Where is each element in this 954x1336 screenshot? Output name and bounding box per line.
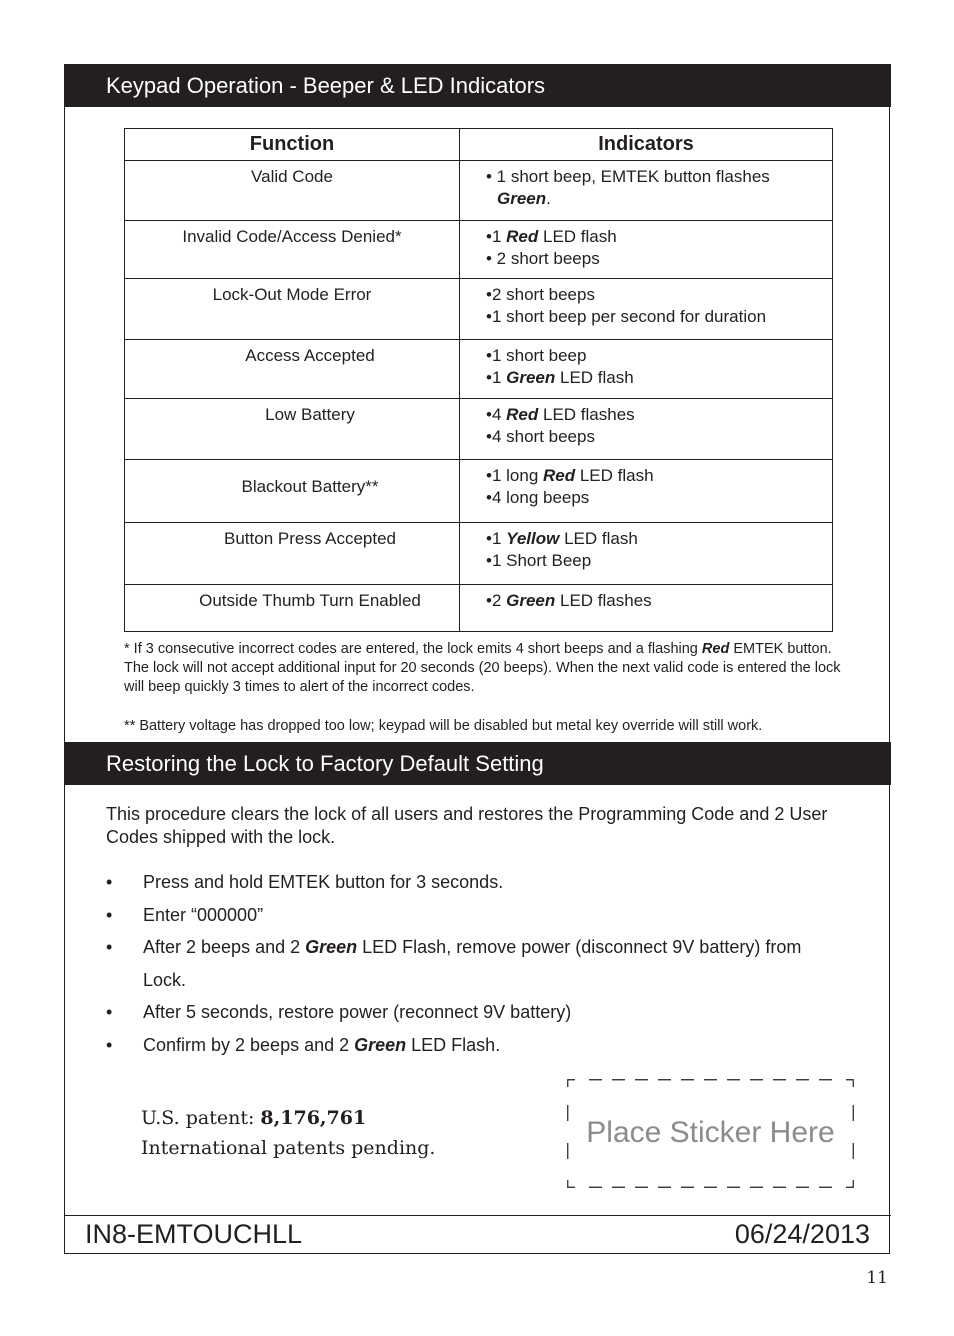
indicator-line: •4 short beeps bbox=[486, 427, 595, 446]
emphasis-text: Red bbox=[506, 227, 539, 246]
emphasis-text: Green bbox=[354, 1034, 407, 1055]
column-header-indicators: Indicators bbox=[460, 129, 833, 161]
list-item: • Confirm by 2 beeps and 2 Green LED Flash. bbox=[106, 1029, 866, 1062]
footnotes bbox=[124, 640, 854, 736]
patents-pending: International patents pending. bbox=[141, 1137, 436, 1159]
indicator-cell bbox=[460, 340, 833, 399]
footnote-blackout-battery: ** Battery voltage has dropped too low; keypad will be disabled but metal key override will still work. bbox=[124, 718, 763, 734]
sticker-area bbox=[567, 1079, 854, 1188]
indicator-line: •2 short beeps bbox=[486, 285, 595, 304]
indicator-line: • 2 short beeps bbox=[486, 249, 600, 268]
indicator-line: Green. bbox=[497, 189, 551, 208]
table-row bbox=[125, 340, 833, 399]
emphasis-text: Green bbox=[305, 937, 358, 957]
table-row bbox=[125, 585, 833, 632]
document-id: IN8-EMTOUCHLL bbox=[85, 1219, 303, 1249]
section-title: Keypad Operation - Beeper & LED Indicators bbox=[106, 73, 546, 98]
indicator-cell bbox=[460, 161, 833, 221]
sticker-label: Place Sticker Here bbox=[586, 1116, 835, 1149]
indicator-line: •1 Red LED flash bbox=[486, 227, 617, 246]
bullet: • bbox=[106, 937, 113, 957]
indicator-cell bbox=[460, 460, 833, 523]
emphasis-text: Red bbox=[543, 466, 576, 485]
column-header-function: Function bbox=[125, 129, 460, 161]
list-item: • Press and hold EMTEK button for 3 seconds. bbox=[106, 866, 866, 899]
emphasis-text: Red bbox=[506, 405, 539, 424]
indicator-line: •2 Green LED flashes bbox=[486, 591, 652, 610]
indicator-line: •4 long beeps bbox=[486, 488, 590, 507]
indicator-line: • 1 short beep, EMTEK button flashes bbox=[486, 167, 770, 186]
function-cell: Button Press Accepted bbox=[125, 523, 460, 585]
table-row bbox=[125, 221, 833, 279]
list-item: • After 5 seconds, restore power (reconnect 9V battery) bbox=[106, 996, 866, 1029]
patent-number: 8,176,761 bbox=[260, 1107, 367, 1129]
emphasis-text: Green bbox=[506, 591, 556, 610]
table-row bbox=[125, 161, 833, 221]
indicator-cell bbox=[460, 585, 833, 632]
procedure-steps bbox=[106, 866, 866, 1061]
table-header-row bbox=[125, 129, 833, 161]
patent-info bbox=[141, 1103, 435, 1163]
bullet: • bbox=[106, 904, 113, 925]
indicator-line: •1 Short Beep bbox=[486, 551, 592, 570]
indicator-line: •1 short beep bbox=[486, 346, 587, 365]
footnote-invalid-code: * If 3 consecutive incorrect codes are entered, the lock emits 4 short beeps and a flashing Red EMTEK button. The lock will not accept additional input for 20 seconds (20 beeps). When the next valid code is entered the lock will beep quickly 3 times to alert of the incorrect codes. bbox=[124, 641, 841, 695]
emphasis-text: Green bbox=[497, 189, 547, 208]
function-cell: Low Battery bbox=[125, 399, 460, 460]
function-cell: Outside Thumb Turn Enabled bbox=[125, 585, 460, 632]
function-cell: Blackout Battery** bbox=[125, 460, 460, 523]
function-cell: Access Accepted bbox=[125, 340, 460, 399]
indicator-line: •1 Yellow LED flash bbox=[486, 529, 638, 548]
bullet: • bbox=[106, 1002, 113, 1022]
table-row bbox=[125, 460, 833, 523]
indicator-line: •4 Red LED flashes bbox=[486, 405, 635, 424]
indicator-line: •1 Green LED flash bbox=[486, 368, 634, 387]
list-item: • After 2 beeps and 2 Green LED Flash, remove power (disconnect 9V battery) from Lock. bbox=[106, 931, 866, 996]
section-header-keypad bbox=[64, 64, 891, 107]
section-title: Restoring the Lock to Factory Default Setting bbox=[106, 751, 544, 776]
procedure-intro: This procedure clears the lock of all users and restores the Programming Code and 2 User Codes shipped with the lock. bbox=[106, 804, 828, 847]
bullet: • bbox=[106, 1034, 113, 1055]
bullet: • bbox=[106, 872, 113, 892]
emphasis-text: Red bbox=[701, 641, 730, 657]
emphasis-text: Green bbox=[506, 368, 556, 387]
indicator-line: •1 long Red LED flash bbox=[486, 466, 654, 485]
function-cell: Lock-Out Mode Error bbox=[125, 279, 460, 340]
indicator-table bbox=[124, 128, 833, 632]
indicator-cell bbox=[460, 523, 833, 585]
document-date: 06/24/2013 bbox=[734, 1219, 870, 1249]
table-row bbox=[125, 399, 833, 460]
patent-label: U.S. patent: bbox=[141, 1107, 255, 1129]
indicator-line: •1 short beep per second for duration bbox=[486, 307, 767, 326]
indicator-cell bbox=[460, 221, 833, 279]
table-row bbox=[125, 523, 833, 585]
emphasis-text: Yellow bbox=[506, 529, 560, 548]
function-cell: Valid Code bbox=[125, 161, 460, 221]
section-header-restore bbox=[64, 742, 891, 785]
page-number: 11 bbox=[866, 1268, 888, 1288]
indicator-cell bbox=[460, 279, 833, 340]
table-row bbox=[125, 279, 833, 340]
list-item: • Enter “000000” bbox=[106, 899, 866, 932]
function-cell: Invalid Code/Access Denied* bbox=[125, 221, 460, 279]
indicator-cell bbox=[460, 399, 833, 460]
footer-divider bbox=[64, 1215, 891, 1216]
